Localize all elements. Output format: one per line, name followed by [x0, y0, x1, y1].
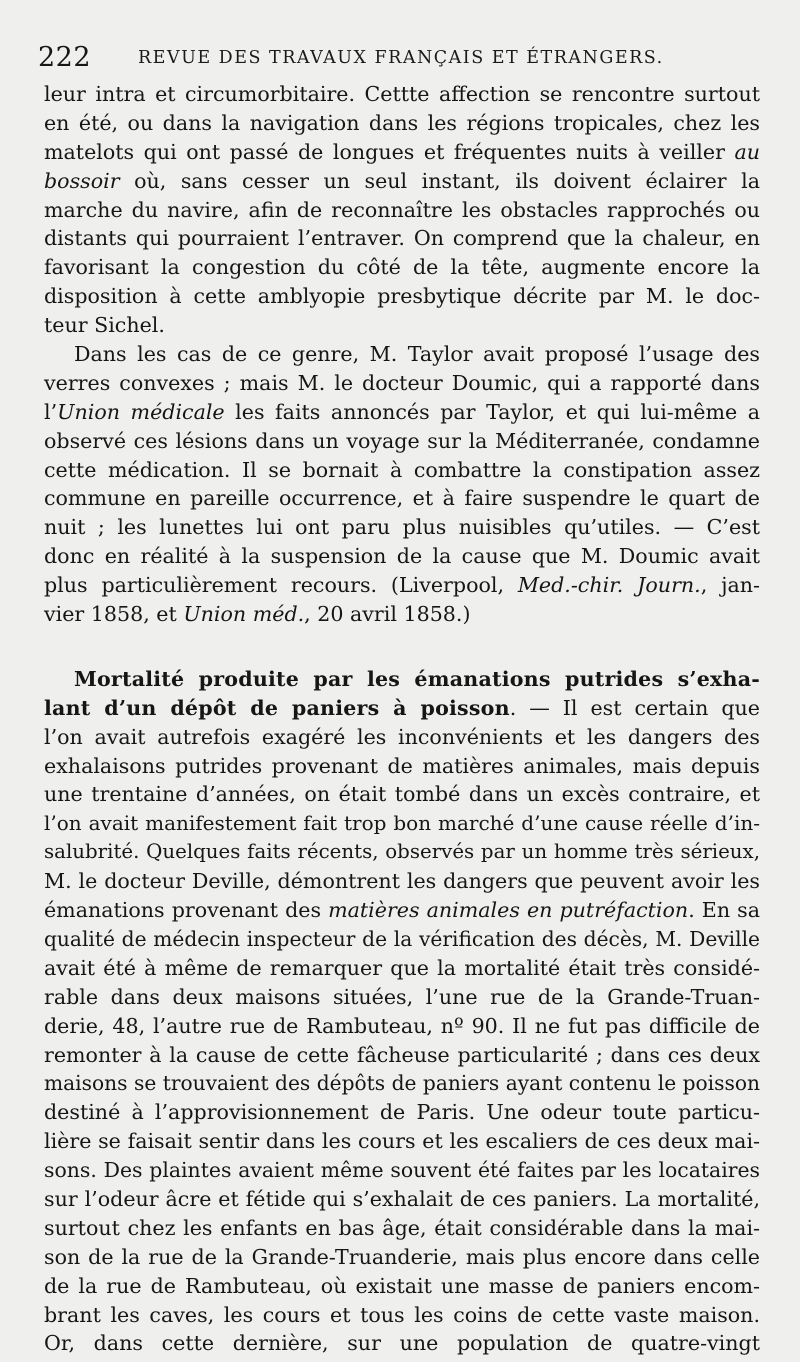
text-run: favorisant la congestion du côté de la tête, augmente encore la	[44, 255, 760, 280]
text-run: l’on avait autrefois exagéré les inconvénients et les dangers des	[44, 724, 760, 749]
text-line	[44, 600, 760, 629]
text-line	[44, 1012, 760, 1041]
text-run: cette médication. Il se bornait à combattre la constipation assez	[44, 457, 760, 482]
text-run: observé ces lésions dans un voyage sur la Méditerranée, condamne	[44, 428, 760, 453]
text-line	[44, 311, 760, 340]
text-run: teur Sichel.	[44, 313, 165, 338]
text-run: , 20 avril 1858.)	[304, 602, 471, 627]
text-run: où, sans cesser un seul instant, ils doivent éclairer la	[119, 168, 760, 193]
text-line	[44, 838, 760, 867]
text-run: donc en réalité à la suspension de la cause que M. Doumic avait	[44, 544, 760, 569]
text-line	[44, 896, 760, 925]
text-line	[44, 925, 760, 954]
text-run: une trentaine d’années, on était tombé dans un excès contraire, et	[44, 782, 760, 807]
text-run: disposition à cette amblyopie presbytique décrite par M. le doc-	[44, 284, 760, 309]
text-run: rable dans deux maisons situées, l’une rue de la Grande-Truan-	[44, 984, 760, 1009]
text-run: matelots qui ont passé de longues et fréquentes nuits à veiller	[44, 139, 735, 164]
text-run: leur intra et circumorbitaire. Cettte affection se rencontre surtout	[44, 82, 760, 106]
text-run: les faits annoncés par Taylor, et qui lui-même a	[224, 399, 760, 424]
running-title: REVUE DES TRAVAUX FRANÇAIS ET ÉTRANGERS.	[138, 48, 664, 68]
text-run: , jan-	[700, 573, 761, 598]
text-run: son de la rue de la Grande-Truanderie, mais plus encore dans celle	[44, 1244, 760, 1269]
text-run: distants qui pourraient l’entraver. On comprend que la chaleur, en	[44, 226, 760, 251]
text-line	[44, 1214, 760, 1243]
text-line	[44, 80, 760, 109]
text-line	[44, 867, 760, 896]
text-run: vier 1858, et	[44, 602, 184, 627]
text-run: avait été à même de remarquer que la mortalité était très considé-	[44, 955, 760, 980]
text-run: l’	[44, 399, 58, 424]
text-line	[44, 723, 760, 752]
italic-text: bossoir	[44, 168, 120, 193]
page-number: 222	[38, 42, 92, 73]
text-run: qualité de médecin inspecteur de la vérification des décès, M. Deville	[44, 926, 760, 951]
italic-text: Union médicale	[57, 399, 225, 424]
text-run: sons. Des plaintes avaient même souvent été faites par les locataires	[44, 1158, 760, 1183]
text-line	[44, 224, 760, 253]
text-line	[44, 167, 760, 196]
text-run: destiné à l’approvisionnement de Paris. Une odeur toute particu-	[44, 1100, 760, 1125]
text-run: commune en pareille occurrence, et à faire suspendre le quart de	[44, 486, 760, 511]
text-line	[44, 398, 760, 427]
text-run: exhalaisons putrides provenant de matières animales, mais depuis	[44, 753, 760, 778]
text-line	[44, 282, 760, 311]
italic-text: au	[734, 139, 760, 164]
text-line	[44, 138, 760, 167]
text-run: verres convexes ; mais M. le docteur Doumic, qui a rapporté dans	[44, 370, 760, 395]
text-line	[44, 427, 760, 456]
text-run: en été, ou dans la navigation dans les régions tropicales, chez les	[44, 110, 760, 135]
text-line	[44, 1329, 760, 1358]
text-run: l’on avait manifestement fait trop bon marché d’une cause réelle d’in-	[44, 811, 760, 836]
text-line	[44, 571, 760, 600]
italic-text: Union méd.	[183, 602, 305, 627]
text-line	[44, 1301, 760, 1330]
text-run: sur l’odeur âcre et fétide qui s’exhalait de ces paniers. La mortalité,	[44, 1186, 760, 1211]
text-line	[44, 369, 760, 398]
page-header	[38, 38, 758, 78]
text-run: nuit ; les lunettes lui ont paru plus nuisibles qu’utiles. — C’est	[44, 515, 760, 540]
text-line	[44, 1243, 760, 1272]
text-run: Dans les cas de ce genre, M. Taylor avait proposé l’usage des	[74, 342, 760, 367]
text-line	[44, 1156, 760, 1185]
text-line	[44, 484, 760, 513]
text-line	[44, 340, 760, 369]
text-run: de la rue de Rambuteau, où existait une masse de paniers encom-	[44, 1273, 760, 1298]
text-line	[44, 752, 760, 781]
text-line	[44, 780, 760, 809]
text-run: marche du navire, afin de reconnaître les obstacles rapprochés ou	[44, 197, 760, 222]
text-line	[44, 1127, 760, 1156]
section-gap	[44, 629, 760, 665]
text-line	[44, 1185, 760, 1214]
text-run: plus particulièrement recours. (Liverpool,	[44, 573, 518, 598]
section-heading: lant d’un dépôt de paniers à poisson	[44, 695, 510, 720]
text-run: M. le docteur Deville, démontrent les dangers que peuvent avoir les	[44, 869, 760, 894]
text-line	[44, 253, 760, 282]
text-run: . En sa	[688, 898, 761, 923]
text-line	[44, 1069, 760, 1098]
text-run: remonter à la cause de cette fâcheuse particularité ; dans ces deux	[44, 1042, 760, 1067]
section-heading-line	[44, 694, 760, 723]
text-line	[44, 1041, 760, 1070]
text-run: salubrité. Quelques faits récents, observés par un homme très sérieux,	[44, 840, 760, 864]
text-run: . — Il est certain que	[509, 695, 760, 720]
section-heading: Mortalité produite par les émanations putrides s’exha-	[74, 666, 760, 691]
text-run: émanations provenant des	[44, 898, 329, 923]
text-run: lière se faisait sentir dans les cours et les escaliers de ces deux mai-	[44, 1129, 760, 1154]
text-line	[44, 809, 760, 838]
text-line	[44, 1272, 760, 1301]
text-line	[44, 983, 760, 1012]
text-run: brant les caves, les cours et tous les coins de cette vaste maison.	[44, 1302, 760, 1327]
text-run: Or, dans cette dernière, sur une population de quatre-vingt	[44, 1331, 760, 1356]
text-line	[44, 109, 760, 138]
text-line	[44, 456, 760, 485]
body-text	[44, 80, 760, 1358]
text-run: surtout chez les enfants en bas âge, était considérable dans la mai-	[44, 1215, 760, 1240]
text-line	[44, 513, 760, 542]
section-heading-line	[44, 665, 760, 694]
text-run: maisons se trouvaient des dépôts de paniers ayant contenu le poisson	[44, 1071, 760, 1096]
text-line	[44, 196, 760, 225]
italic-text: Med.-chir. Journ.	[517, 573, 701, 598]
text-line	[44, 542, 760, 571]
text-line	[44, 1098, 760, 1127]
text-run: derie, 48, l’autre rue de Rambuteau, nº 90. Il ne fut pas difficile de	[44, 1013, 760, 1038]
text-line	[44, 954, 760, 983]
italic-text: matières animales en putréfaction	[328, 898, 689, 923]
